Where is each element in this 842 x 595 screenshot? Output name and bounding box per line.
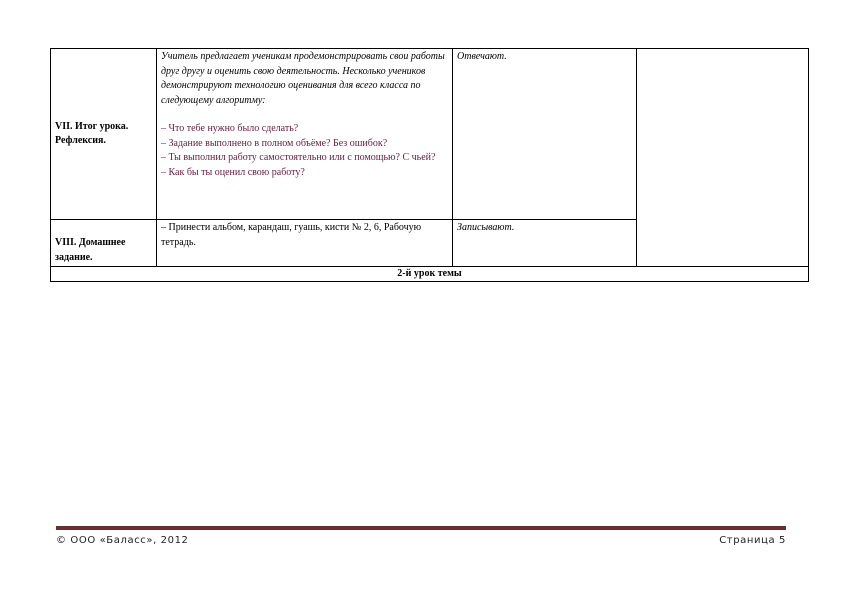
student-activity-cell xyxy=(453,220,637,267)
question-item: – Что тебе нужно было сделать? xyxy=(161,123,299,134)
student-activity-cell xyxy=(453,49,637,220)
student-activity-text: Записывают. xyxy=(457,222,515,233)
notes-cell xyxy=(637,49,809,267)
stage-cell xyxy=(51,49,157,220)
teacher-activity-cell xyxy=(157,220,453,267)
page-footer xyxy=(56,535,786,549)
table-row xyxy=(51,49,809,220)
teacher-intro-text: Учитель предлагает ученикам продемонстрировать свои работы друг другу и оценить свою деятельность. Несколько учеников демонстрируют технологию оценивания для всего класса по следующему алгоритму: xyxy=(161,51,445,106)
lesson-section-heading: 2-й урок темы xyxy=(51,267,809,282)
table-row xyxy=(51,267,809,282)
lesson-plan-table xyxy=(50,48,809,282)
stage-label: VIII. Домашнее задание. xyxy=(55,237,126,263)
teacher-activity-cell xyxy=(157,49,453,220)
page-number: Страница 5 xyxy=(719,535,786,546)
copyright-text: © ООО «Баласс», 2012 xyxy=(56,535,189,546)
stage-label: VII. Итог урока. Рефлексия. xyxy=(55,120,129,146)
stage-cell xyxy=(51,220,157,267)
question-item: – Ты выполнил работу самостоятельно или с помощью? С чьей? xyxy=(161,152,436,163)
student-activity-text: Отвечают. xyxy=(457,51,507,62)
question-item: – Задание выполнено в полном объёме? Без ошибок? xyxy=(161,137,388,149)
question-item: – Как бы ты оценил свою работу? xyxy=(161,166,305,178)
homework-text: – Принести альбом, карандаш, гуашь, кисти № 2, 6, Рабочую тетрадь. xyxy=(161,222,422,248)
footer-divider xyxy=(56,526,786,530)
